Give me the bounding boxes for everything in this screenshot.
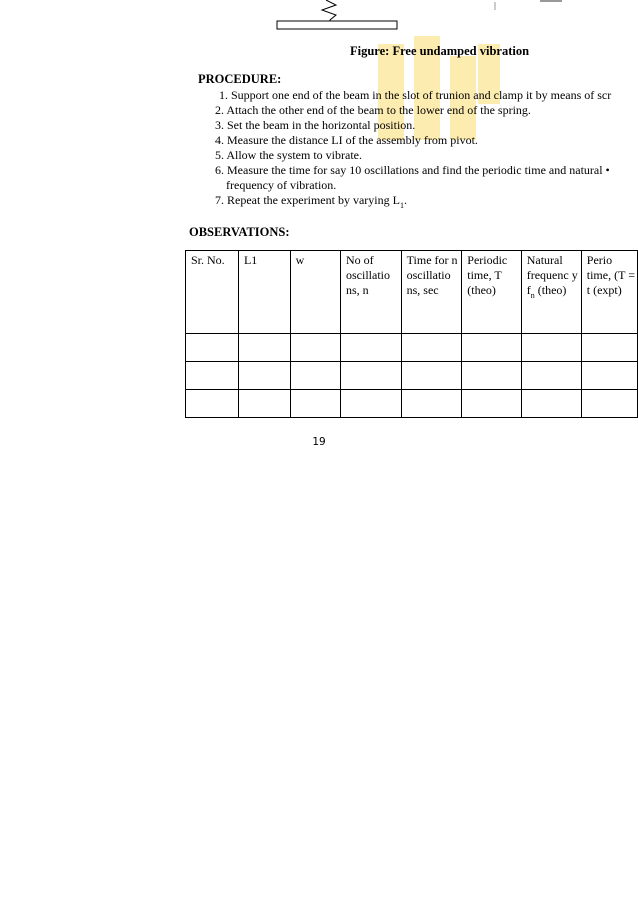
figure-caption: Figure: Free undamped vibration	[350, 44, 530, 58]
table-cell[interactable]	[581, 362, 637, 390]
procedure-step-2: 2. Attach the other end of the beam to the lower end of the spring.	[215, 103, 531, 117]
table-cell[interactable]	[401, 334, 462, 362]
procedure-step-6-continued: frequency of vibration.	[226, 178, 337, 192]
observations-heading: OBSERVATIONS:	[189, 225, 290, 239]
header-w: w	[290, 251, 340, 334]
header-f-symbol: f	[526, 283, 531, 297]
table-cell[interactable]	[238, 362, 290, 390]
procedure-heading: PROCEDURE:	[198, 72, 282, 86]
table-cell[interactable]	[401, 390, 462, 418]
observations-table	[185, 250, 638, 418]
procedure-step-1: 1. Support one end of the beam in the slot of trunion and clamp it by means of scr	[219, 88, 612, 102]
table-cell[interactable]	[581, 334, 637, 362]
table-cell[interactable]	[581, 390, 637, 418]
table-cell[interactable]	[238, 390, 290, 418]
figure-label-fragment	[540, 0, 562, 2]
header-l1: L1	[238, 251, 290, 334]
table-cell[interactable]	[521, 362, 581, 390]
header-sr-no: Sr. No.	[186, 251, 239, 334]
procedure-step-7	[215, 193, 407, 213]
table-cell[interactable]	[186, 362, 239, 390]
header-periodic-time-expt: Perio time, (T = t (expt)	[581, 251, 637, 334]
spring-beam-figure	[0, 0, 638, 34]
spring-icon	[322, 0, 336, 21]
header-natural-frequency	[521, 251, 581, 334]
procedure-step-6: 6. Measure the time for say 10 oscillations and find the periodic time and natural •	[215, 163, 610, 177]
beam	[277, 21, 397, 29]
table-cell[interactable]	[290, 390, 340, 418]
table-header-row	[186, 251, 638, 334]
table-row	[186, 334, 638, 362]
header-time-for-n-oscillations: Time for n oscillatio ns, sec	[401, 251, 462, 334]
table-cell[interactable]	[238, 334, 290, 362]
table-cell[interactable]	[341, 362, 402, 390]
table-cell[interactable]	[290, 334, 340, 362]
header-no-of-oscillations: No of oscillatio ns, n	[341, 251, 402, 334]
table-cell[interactable]	[401, 362, 462, 390]
procedure-step-7-text: 7. Repeat the experiment by varying L	[215, 193, 400, 207]
table-cell[interactable]	[341, 390, 402, 418]
table-cell[interactable]	[521, 390, 581, 418]
procedure-step-7-period: .	[403, 193, 407, 207]
table-cell[interactable]	[521, 334, 581, 362]
table-row	[186, 362, 638, 390]
header-theo: (theo)	[537, 283, 567, 297]
procedure-step-3: 3. Set the beam in the horizontal position.	[215, 118, 416, 132]
procedure-step-5: 5. Allow the system to vibrate.	[215, 148, 362, 162]
table-row	[186, 390, 638, 418]
table-cell[interactable]	[462, 334, 521, 362]
page-number: 19	[312, 436, 326, 448]
header-natural-frequency-label: Natural frequenc y	[526, 253, 578, 282]
table-cell[interactable]	[290, 362, 340, 390]
table-cell[interactable]	[186, 334, 239, 362]
header-periodic-time-theo: Periodic time, T (theo)	[462, 251, 521, 334]
table-cell[interactable]	[462, 362, 521, 390]
table-cell[interactable]	[186, 390, 239, 418]
subscript-n: n	[530, 291, 535, 300]
procedure-step-4: 4. Measure the distance LI of the assembly from pivot.	[215, 133, 478, 147]
table-cell[interactable]	[462, 390, 521, 418]
subscript-1: 1	[399, 201, 404, 210]
table-cell[interactable]	[341, 334, 402, 362]
